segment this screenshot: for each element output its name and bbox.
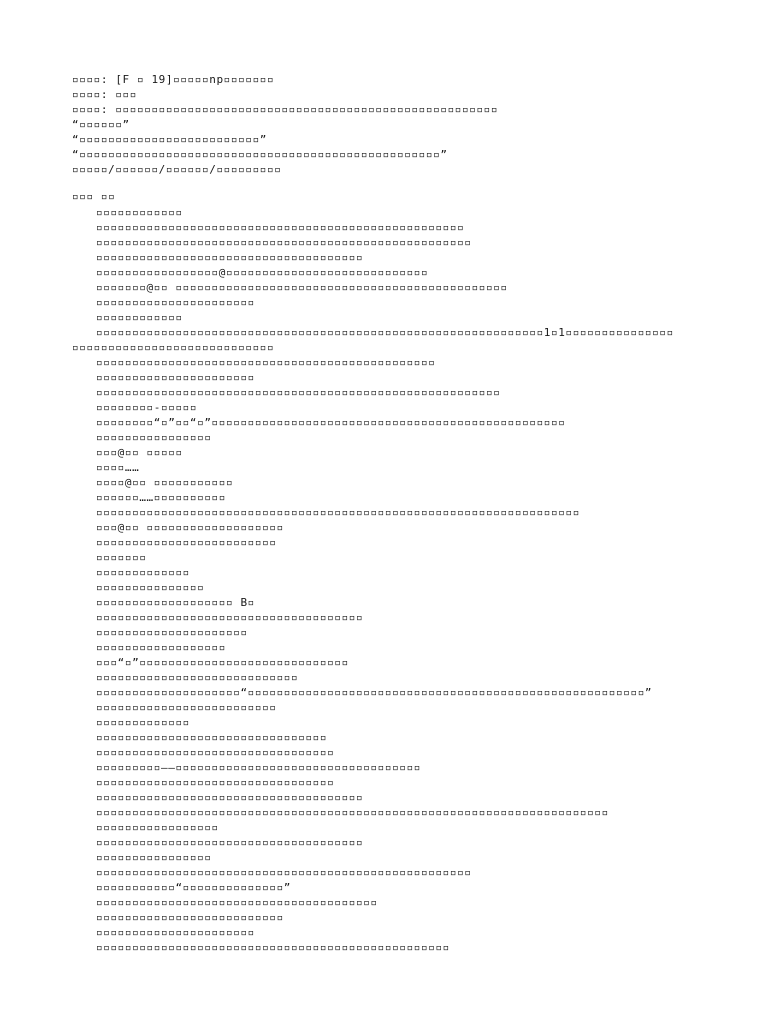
body-line: ▫▫▫▫▫▫▫▫▫▫▫▫▫▫▫▫▫▫▫▫▫▫▫▫▫ bbox=[96, 536, 277, 549]
body-line: ▫▫▫▫▫▫▫@▫▫ ▫▫▫▫▫▫▫▫▫▫▫▫▫▫▫▫▫▫▫▫▫▫▫▫▫▫▫▫▫▫▫▫▫▫▫▫▫▫▫▫▫▫▫▫▫▫ bbox=[96, 281, 508, 294]
body-line: ▫▫▫▫@▫▫ ▫▫▫▫▫▫▫▫▫▫▫ bbox=[96, 476, 234, 489]
body-line: ▫▫▫▫▫▫▫▫▫▫▫▫▫▫▫▫▫▫▫▫▫▫▫▫▫▫▫▫▫▫▫▫▫▫▫▫▫▫▫▫▫▫▫▫▫▫▫ bbox=[96, 356, 436, 369]
document-header bbox=[72, 72, 732, 177]
body-line: ▫▫▫▫▫▫▫▫▫▫▫▫▫▫▫▫▫▫▫▫▫▫▫▫▫▫▫▫ bbox=[72, 341, 275, 354]
body-line: ▫▫▫▫▫▫▫▫▫▫▫▫▫▫▫▫▫▫▫▫▫▫▫▫▫▫▫▫▫▫▫▫▫▫▫▫▫ bbox=[96, 611, 364, 624]
body-line: ▫▫▫▫▫▫▫▫▫▫▫▫▫▫▫▫▫▫▫▫▫▫ bbox=[96, 296, 255, 309]
document-body bbox=[72, 205, 712, 955]
body-line: ▫▫▫▫▫▫▫▫▫▫▫▫▫▫▫▫▫▫▫▫▫ bbox=[96, 626, 248, 639]
body-line: ▫▫▫▫▫▫▫▫▫▫▫▫▫▫▫▫▫ bbox=[96, 821, 219, 834]
body-line: ▫▫▫▫▫▫▫▫▫▫▫▫▫▫▫▫▫▫▫▫▫▫▫▫▫▫▫▫▫▫▫▫ bbox=[96, 731, 328, 744]
body-line: ▫▫▫▫▫▫▫▫▫▫▫▫▫▫▫▫▫▫▫▫“▫▫▫▫▫▫▫▫▫▫▫▫▫▫▫▫▫▫▫▫▫▫▫▫▫▫▫▫▫▫▫▫▫▫▫▫▫▫▫▫▫▫▫▫▫▫▫▫▫▫▫▫▫▫▫” bbox=[96, 686, 653, 699]
body-line: ▫▫▫▫▫▫▫▫▫▫▫▫▫▫▫▫▫▫▫▫▫▫▫▫▫▫▫▫▫▫▫▫▫▫▫▫▫▫▫▫▫▫▫▫▫▫▫▫▫▫▫ bbox=[96, 221, 465, 234]
section-title: ▫▫▫ ▫▫ bbox=[72, 190, 116, 203]
body-line: ▫▫▫▫▫▫▫▫▫▫▫▫▫▫▫▫▫▫▫▫▫▫▫▫▫▫▫▫▫▫▫▫▫▫▫▫▫▫▫▫▫▫▫▫▫▫▫▫▫▫▫▫▫▫▫▫▫▫▫▫▫▫▫▫▫▫▫▫▫▫▫ bbox=[96, 806, 609, 819]
header-quote-2: “▫▫▫▫▫▫▫▫▫▫▫▫▫▫▫▫▫▫▫▫▫▫▫▫▫” bbox=[72, 133, 268, 146]
body-line: ▫▫▫▫▫▫▫▫▫▫▫▫ bbox=[96, 206, 183, 219]
body-line: ▫▫▫▫▫▫▫▫▫▫▫▫▫ bbox=[96, 566, 190, 579]
body-line: ▫▫▫▫▫▫▫▫▫▫▫▫▫▫▫▫▫▫ bbox=[96, 641, 227, 654]
body-line: ▫▫▫▫▫▫▫▫▫▫▫▫▫▫▫▫▫▫▫ B▫ bbox=[96, 596, 255, 609]
body-line: ▫▫▫▫▫▫▫▫▫▫▫▫▫▫▫▫▫▫▫▫▫▫▫▫▫▫▫▫▫▫▫▫▫▫▫▫▫▫▫▫▫▫▫▫▫▫▫▫▫ bbox=[96, 941, 450, 954]
body-line: ▫▫▫▫▫▫▫▫▫▫▫▫▫▫▫▫▫@▫▫▫▫▫▫▫▫▫▫▫▫▫▫▫▫▫▫▫▫▫▫▫▫▫▫▫▫ bbox=[96, 266, 429, 279]
body-line: ▫▫▫“▫”▫▫▫▫▫▫▫▫▫▫▫▫▫▫▫▫▫▫▫▫▫▫▫▫▫▫▫▫▫ bbox=[96, 656, 349, 669]
body-line: ▫▫▫▫▫▫▫▫▫▫▫▫▫▫▫▫ bbox=[96, 431, 212, 444]
body-line: ▫▫▫▫▫▫▫▫▫▫▫▫▫▫▫▫▫▫▫▫▫▫▫▫▫▫▫▫▫▫▫▫▫ bbox=[96, 776, 335, 789]
header-line-type: ▫▫▫▫: ▫▫▫ bbox=[72, 88, 138, 101]
body-line: ▫▫▫▫▫▫▫▫▫▫▫▫▫▫▫▫▫▫▫▫▫▫▫▫▫▫▫▫▫▫▫▫▫ bbox=[96, 746, 335, 759]
body-line: ▫▫▫▫▫▫▫▫▫▫▫▫▫▫▫▫▫▫▫▫▫▫▫▫▫▫▫▫▫▫▫▫▫▫▫▫▫▫▫ bbox=[96, 896, 378, 909]
body-line: ▫▫▫▫…… bbox=[96, 461, 140, 474]
body-line: ▫▫▫▫▫▫▫▫▫▫▫▫▫▫▫▫▫▫▫▫▫▫▫▫▫ bbox=[96, 701, 277, 714]
body-line: ▫▫▫▫▫▫▫▫▫▫▫▫▫▫▫▫▫▫▫▫▫▫ bbox=[96, 371, 255, 384]
body-line: ▫▫▫@▫▫ ▫▫▫▫▫ bbox=[96, 446, 183, 459]
body-line: ▫▫▫▫▫▫▫▫“▫”▫▫“▫”▫▫▫▫▫▫▫▫▫▫▫▫▫▫▫▫▫▫▫▫▫▫▫▫▫▫▫▫▫▫▫▫▫▫▫▫▫▫▫▫▫▫▫▫▫▫▫▫▫ bbox=[96, 416, 566, 429]
body-line: ▫▫▫▫▫▫▫▫▫▫▫▫ bbox=[96, 311, 183, 324]
body-line: ▫▫▫@▫▫ ▫▫▫▫▫▫▫▫▫▫▫▫▫▫▫▫▫▫▫ bbox=[96, 521, 284, 534]
body-line: ▫▫▫▫▫▫▫▫▫▫▫▫▫▫▫▫▫▫▫▫▫▫▫▫▫▫▫▫▫▫▫▫▫▫▫▫▫▫▫▫▫▫▫▫▫▫▫▫▫▫▫▫▫▫▫▫ bbox=[96, 386, 501, 399]
body-line: ▫▫▫▫▫▫▫▫▫▫▫▫▫▫▫▫▫▫▫▫▫▫▫▫▫▫▫▫▫▫▫▫▫▫▫▫▫ bbox=[96, 836, 364, 849]
body-line: ▫▫▫▫▫▫▫▫▫▫▫▫▫▫▫ bbox=[96, 581, 205, 594]
body-line: ▫▫▫▫▫▫▫▫▫▫▫▫▫▫▫▫▫▫▫▫▫▫▫▫▫▫▫▫▫▫▫▫▫▫▫▫▫▫▫▫▫▫▫▫▫▫▫▫▫▫▫▫▫▫▫▫▫▫▫▫▫▫▫▫▫▫▫ bbox=[96, 506, 580, 519]
body-line: ▫▫▫▫▫▫▫▫▫▫▫▫▫▫▫▫ bbox=[96, 851, 212, 864]
body-line: ▫▫▫▫▫▫▫▫▫▫▫▫▫▫▫▫▫▫▫▫▫▫▫▫▫▫▫▫▫▫▫▫▫▫▫▫▫▫▫▫▫▫▫▫▫▫▫▫▫▫▫▫▫▫▫▫▫▫▫▫▫▫1▫1▫▫▫▫▫▫▫▫▫▫▫▫▫▫▫ bbox=[96, 326, 674, 339]
body-line: ▫▫▫▫▫▫▫▫▫▫▫“▫▫▫▫▫▫▫▫▫▫▫▫▫▫” bbox=[96, 881, 292, 894]
body-line: ▫▫▫▫▫▫▫▫▫▫▫▫▫▫▫▫▫▫▫▫▫▫▫▫▫▫▫▫▫▫▫▫▫▫▫▫▫▫▫▫▫▫▫▫▫▫▫▫▫▫▫▫ bbox=[96, 236, 472, 249]
header-line-source: ▫▫▫▫: [F ▫ 19]▫▫▫▫▫np▫▫▫▫▫▫▫ bbox=[72, 73, 275, 86]
body-line: ▫▫▫▫▫▫▫▫▫▫▫▫▫▫▫▫▫▫▫▫▫▫▫▫▫▫▫▫ bbox=[96, 671, 299, 684]
header-quote-1: “▫▫▫▫▫▫” bbox=[72, 118, 130, 131]
body-line: ▫▫▫▫▫▫▫ bbox=[96, 551, 147, 564]
body-line: ▫▫▫▫▫▫▫▫▫▫▫▫▫▫▫▫▫▫▫▫▫▫ bbox=[96, 926, 255, 939]
body-line: ▫▫▫▫▫▫▫▫▫▫▫▫▫▫▫▫▫▫▫▫▫▫▫▫▫▫▫▫▫▫▫▫▫▫▫▫▫ bbox=[96, 251, 364, 264]
body-line: ▫▫▫▫▫▫▫▫▫▫▫▫▫▫▫▫▫▫▫▫▫▫▫▫▫▫▫▫▫▫▫▫▫▫▫▫▫▫▫▫▫▫▫▫▫▫▫▫▫▫▫▫ bbox=[96, 866, 472, 879]
body-line: ▫▫▫▫▫▫▫▫-▫▫▫▫▫ bbox=[96, 401, 198, 414]
header-line-title: ▫▫▫▫: ▫▫▫▫▫▫▫▫▫▫▫▫▫▫▫▫▫▫▫▫▫▫▫▫▫▫▫▫▫▫▫▫▫▫▫▫▫▫▫▫▫▫▫▫▫▫▫▫▫▫▫▫▫ bbox=[72, 103, 499, 116]
body-line: ▫▫▫▫▫▫▫▫▫▫▫▫▫ bbox=[96, 716, 190, 729]
body-line: ▫▫▫▫▫▫▫▫▫——▫▫▫▫▫▫▫▫▫▫▫▫▫▫▫▫▫▫▫▫▫▫▫▫▫▫▫▫▫▫▫▫▫▫ bbox=[96, 761, 422, 774]
header-path: ▫▫▫▫▫/▫▫▫▫▫▫/▫▫▫▫▫▫/▫▫▫▫▫▫▫▫▫ bbox=[72, 163, 282, 176]
body-line: ▫▫▫▫▫▫……▫▫▫▫▫▫▫▫▫▫ bbox=[96, 491, 227, 504]
header-quote-3: “▫▫▫▫▫▫▫▫▫▫▫▫▫▫▫▫▫▫▫▫▫▫▫▫▫▫▫▫▫▫▫▫▫▫▫▫▫▫▫▫▫▫▫▫▫▫▫▫▫▫” bbox=[72, 148, 448, 161]
body-line: ▫▫▫▫▫▫▫▫▫▫▫▫▫▫▫▫▫▫▫▫▫▫▫▫▫▫▫▫▫▫▫▫▫▫▫▫▫ bbox=[96, 791, 364, 804]
body-line: ▫▫▫▫▫▫▫▫▫▫▫▫▫▫▫▫▫▫▫▫▫▫▫▫▫▫ bbox=[96, 911, 284, 924]
